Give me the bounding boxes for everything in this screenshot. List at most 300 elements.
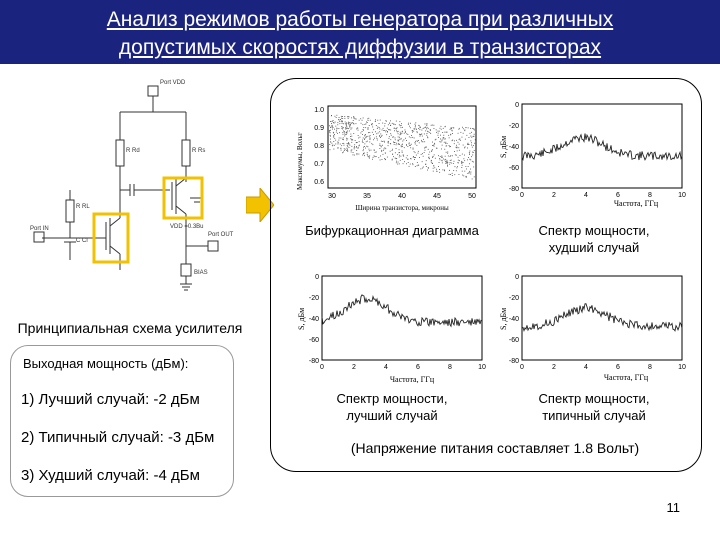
bifurcation-point [471, 156, 472, 157]
bifurcation-point [447, 143, 448, 144]
bifurcation-point [392, 137, 393, 138]
bifurcation-point [423, 141, 424, 142]
bifurcation-point [371, 150, 372, 151]
best-xtick: 2 [352, 364, 356, 371]
bifurcation-point [407, 155, 408, 156]
bifurcation-point [351, 136, 352, 137]
bifurcation-point [380, 134, 381, 135]
bifurcation-point [364, 146, 365, 147]
bifurcation-point [440, 128, 441, 129]
bifurcation-point [399, 155, 400, 156]
bifurcation-point [428, 157, 429, 158]
bifurcation-point [341, 118, 342, 119]
bifurcation-point [349, 147, 350, 148]
bifurcation-point [380, 160, 381, 161]
bifurcation-point [332, 125, 333, 126]
bifurcation-point [399, 149, 400, 150]
bifurcation-point [396, 162, 397, 163]
bifurcation-point [428, 131, 429, 132]
bifurcation-point [416, 128, 417, 129]
bifurcation-point [375, 119, 376, 120]
bifurcation-point [422, 141, 423, 142]
bifurcation-point [455, 166, 456, 167]
bifurcation-point [384, 147, 385, 148]
bifurcation-point [344, 131, 345, 132]
bifurcation-point [384, 141, 385, 142]
bifurcation-point [402, 131, 403, 132]
bifurcation-point [406, 133, 407, 134]
bifurcation-point [350, 124, 351, 125]
bifurcation-point [367, 118, 368, 119]
bifurcation-point [391, 135, 392, 136]
bifurcation-point [451, 160, 452, 161]
bifurcation-point [331, 115, 332, 116]
bifurcation-point [395, 139, 396, 140]
bifurcation-point [373, 134, 374, 135]
spectrum-best-caption-line2: лучший случай [346, 408, 438, 423]
bifurcation-point [406, 157, 407, 158]
bifurcation-point [370, 135, 371, 136]
bifurcation-point [358, 130, 359, 131]
bifurcation-point [392, 160, 393, 161]
bifurcation-point [388, 142, 389, 143]
bifurcation-point [450, 146, 451, 147]
bifurcation-point [364, 124, 365, 125]
bifurcation-point [425, 124, 426, 125]
bifurcation-point [359, 141, 360, 142]
bifurcation-point [468, 157, 469, 158]
bifurcation-point [414, 138, 415, 139]
bifurcation-point [447, 160, 448, 161]
bifurcation-point [374, 155, 375, 156]
bifurcation-point [441, 156, 442, 157]
bifurcation-point [439, 158, 440, 159]
bifurcation-point [344, 136, 345, 137]
bifurcation-point [369, 132, 370, 133]
bifurcation-point [454, 151, 455, 152]
bifurcation-point [468, 172, 469, 173]
bifurcation-point [376, 152, 377, 153]
bifurcation-point [363, 129, 364, 130]
spectrum-typical-caption [496, 390, 692, 424]
bifurcation-point [390, 151, 391, 152]
bifurcation-point [465, 166, 466, 167]
bifurcation-point [350, 127, 351, 128]
bifurcation-point [368, 129, 369, 130]
bifurcation-point [394, 144, 395, 145]
bifurcation-point [438, 137, 439, 138]
bifurcation-point [402, 127, 403, 128]
bifurcation-point [344, 148, 345, 149]
bifurcation-point [341, 121, 342, 122]
bifurcation-point [385, 123, 386, 124]
output-power-worst: 3) Худший случай: -4 дБм [21, 467, 200, 484]
bifurcation-point [336, 132, 337, 133]
label-c-cl: C Cl [76, 238, 88, 244]
bifurcation-point [412, 137, 413, 138]
bifurcation-point [336, 128, 337, 129]
bifurcation-point [434, 166, 435, 167]
bifurcation-point [340, 144, 341, 145]
bifurcation-point [439, 131, 440, 132]
bifurcation-point [459, 139, 460, 140]
bifurcation-point [416, 145, 417, 146]
bifurcation-point [372, 123, 373, 124]
bifurcation-point [441, 129, 442, 130]
bifurcation-point [409, 136, 410, 137]
bifurcation-point [389, 123, 390, 124]
bifurcation-point [334, 145, 335, 146]
bifurcation-point [450, 155, 451, 156]
bifurcation-point [345, 123, 346, 124]
bifurcation-point [409, 166, 410, 167]
bifurcation-point [392, 154, 393, 155]
bifurcation-point [384, 158, 385, 159]
bifurcation-point [399, 121, 400, 122]
bifurcation-point [409, 126, 410, 127]
bifurcation-point [343, 137, 344, 138]
bifurcation-point [351, 139, 352, 140]
bifurcation-point [403, 139, 404, 140]
bifurcation-point [385, 153, 386, 154]
bifurcation-point [446, 163, 447, 164]
bifurcation-point [362, 120, 363, 121]
bifurcation-point [425, 127, 426, 128]
bifurcation-point [363, 147, 364, 148]
bifurcation-point [331, 123, 332, 124]
bifurcation-point [421, 140, 422, 141]
bifurcation-point [356, 147, 357, 148]
bifurcation-point [390, 143, 391, 144]
bifurcation-point [456, 140, 457, 141]
bifurcation-point [423, 139, 424, 140]
bifurcation-point [396, 121, 397, 122]
bifurcation-point [374, 150, 375, 151]
bifurcation-point [364, 155, 365, 156]
bifurcation-point [400, 160, 401, 161]
bifurcation-point [380, 156, 381, 157]
bifurcation-point [344, 150, 345, 151]
bifurcation-xtick: 40 [398, 193, 406, 200]
bifurcation-point [347, 138, 348, 139]
bifurcation-point [470, 128, 471, 129]
bifurcation-point [368, 156, 369, 157]
bifurcation-point [440, 159, 441, 160]
bifurcation-point [441, 160, 442, 161]
best-ytick: -40 [308, 316, 319, 323]
bifurcation-point [358, 138, 359, 139]
bifurcation-point [461, 167, 462, 168]
bifurcation-point [390, 120, 391, 121]
bifurcation-point [361, 123, 362, 124]
bifurcation-point [404, 133, 405, 134]
bifurcation-point [446, 132, 447, 133]
bifurcation-point [347, 145, 348, 146]
bifurcation-point [422, 168, 423, 169]
bifurcation-point [434, 154, 435, 155]
bifurcation-point [330, 139, 331, 140]
bifurcation-point [383, 128, 384, 129]
bifurcation-point [337, 148, 338, 149]
bifurcation-point [415, 125, 416, 126]
bifurcation-point [401, 123, 402, 124]
bifurcation-point [390, 139, 391, 140]
bifurcation-point [456, 145, 457, 146]
bifurcation-point [349, 122, 350, 123]
bifurcation-point [455, 154, 456, 155]
bifurcation-point [403, 155, 404, 156]
bifurcation-point [363, 149, 364, 150]
bifurcation-point [340, 148, 341, 149]
bifurcation-point [469, 152, 470, 153]
bifurcation-point [439, 172, 440, 173]
bifurcation-point [393, 136, 394, 137]
bifurcation-point [402, 146, 403, 147]
bifurcation-point [449, 145, 450, 146]
bifurcation-point [401, 146, 402, 147]
bifurcation-point [348, 123, 349, 124]
bifurcation-point [333, 137, 334, 138]
bifurcation-point [420, 127, 421, 128]
bifurcation-point [432, 157, 433, 158]
bifurcation-point [353, 123, 354, 124]
bifurcation-point [445, 159, 446, 160]
bifurcation-point [418, 151, 419, 152]
bifurcation-point [390, 130, 391, 131]
bifurcation-point [410, 145, 411, 146]
output-power-box [10, 345, 234, 497]
output-power-typical: 2) Типичный случай: -3 дБм [21, 429, 215, 446]
bifurcation-point [465, 139, 466, 140]
bifurcation-point [338, 144, 339, 145]
bifurcation-point [342, 121, 343, 122]
bifurcation-point [356, 123, 357, 124]
bifurcation-point [367, 152, 368, 153]
bifurcation-point [435, 158, 436, 159]
bifurcation-point [369, 149, 370, 150]
bifurcation-point [439, 141, 440, 142]
spectrum-typical-xlabel: Частота, ГГц [603, 373, 649, 382]
bifurcation-point [367, 154, 368, 155]
bifurcation-point [356, 119, 357, 120]
bifurcation-point [330, 136, 331, 137]
bifurcation-point [445, 161, 446, 162]
bifurcation-point [346, 123, 347, 124]
bifurcation-point [417, 132, 418, 133]
bifurcation-point [356, 129, 357, 130]
bifurcation-point [453, 127, 454, 128]
bifurcation-point [429, 152, 430, 153]
bifurcation-point [363, 142, 364, 143]
typical-xtick: 10 [678, 364, 686, 371]
bifurcation-point [351, 142, 352, 143]
bifurcation-point [347, 143, 348, 144]
bifurcation-point [454, 143, 455, 144]
bifurcation-point [436, 169, 437, 170]
spectrum-best-plot [292, 270, 492, 388]
bifurcation-point [332, 129, 333, 130]
bifurcation-point [415, 144, 416, 145]
bifurcation-point [415, 141, 416, 142]
bifurcation-point [373, 157, 374, 158]
bifurcation-point [367, 141, 368, 142]
bifurcation-point [443, 159, 444, 160]
bifurcation-point [348, 118, 349, 119]
bifurcation-point [406, 144, 407, 145]
bifurcation-point [330, 142, 331, 143]
label-port-out: Port OUT [208, 232, 234, 238]
bifurcation-point [364, 138, 365, 139]
bifurcation-point [385, 131, 386, 132]
bifurcation-point [358, 154, 359, 155]
bifurcation-point [384, 130, 385, 131]
bifurcation-point [427, 137, 428, 138]
bifurcation-point [409, 143, 410, 144]
bifurcation-point [411, 135, 412, 136]
bifurcation-point [396, 148, 397, 149]
spectrum-worst-caption-line2: худший случай [548, 240, 640, 255]
label-bias: BIAS [194, 270, 208, 276]
bifurcation-point [458, 157, 459, 158]
spectrum-best-caption [292, 390, 492, 424]
bifurcation-point [356, 146, 357, 147]
bifurcation-point [425, 130, 426, 131]
bifurcation-point [367, 136, 368, 137]
bifurcation-point [469, 137, 470, 138]
bifurcation-caption: Бифуркационная диаграмма [305, 223, 479, 238]
bifurcation-point [452, 127, 453, 128]
bifurcation-point [338, 140, 339, 141]
bifurcation-point [406, 163, 407, 164]
bifurcation-point [362, 131, 363, 132]
bifurcation-point [444, 142, 445, 143]
bifurcation-point [420, 134, 421, 135]
bifurcation-point [330, 121, 331, 122]
bifurcation-point [445, 138, 446, 139]
bifurcation-point [422, 153, 423, 154]
bifurcation-point [382, 141, 383, 142]
bifurcation-point [410, 147, 411, 148]
bifurcation-point [372, 132, 373, 133]
bifurcation-point [364, 139, 365, 140]
bifurcation-point [375, 156, 376, 157]
bifurcation-point [463, 162, 464, 163]
bifurcation-point [462, 175, 463, 176]
bifurcation-point [364, 153, 365, 154]
bifurcation-point [402, 152, 403, 153]
bifurcation-point [362, 134, 363, 135]
bifurcation-point [402, 141, 403, 142]
bifurcation-point [348, 122, 349, 123]
bifurcation-point [450, 129, 451, 130]
bifurcation-point [458, 133, 459, 134]
bifurcation-point [400, 139, 401, 140]
bifurcation-point [459, 160, 460, 161]
bifurcation-point [409, 145, 410, 146]
bifurcation-point [330, 132, 331, 133]
bifurcation-point [427, 133, 428, 134]
bifurcation-point [438, 131, 439, 132]
bifurcation-point [409, 143, 410, 144]
bifurcation-point [387, 157, 388, 158]
bifurcation-point [457, 150, 458, 151]
bifurcation-point [339, 138, 340, 139]
bifurcation-ytick: 0.8 [314, 143, 324, 150]
bifurcation-point [377, 128, 378, 129]
bifurcation-point [422, 161, 423, 162]
bifurcation-point [382, 135, 383, 136]
bifurcation-point [449, 146, 450, 147]
bifurcation-point [381, 146, 382, 147]
bifurcation-point [432, 149, 433, 150]
bifurcation-point [362, 141, 363, 142]
bifurcation-point [469, 151, 470, 152]
bifurcation-point [350, 138, 351, 139]
bifurcation-point [357, 128, 358, 129]
bifurcation-point [447, 132, 448, 133]
bifurcation-point [458, 162, 459, 163]
bifurcation-point [404, 147, 405, 148]
bifurcation-point [354, 148, 355, 149]
bifurcation-point [376, 156, 377, 157]
bifurcation-point [359, 145, 360, 146]
bifurcation-point [346, 125, 347, 126]
bifurcation-point [472, 147, 473, 148]
vdd-port-symbol [148, 86, 158, 96]
bifurcation-point [335, 126, 336, 127]
bifurcation-point [470, 136, 471, 137]
bifurcation-point [405, 138, 406, 139]
spectrum-best-axes [322, 276, 482, 360]
worst-xtick: 6 [616, 192, 620, 199]
slide-title-line2: допустимых скоростях диффузии в транзисторах [118, 36, 602, 59]
bifurcation-point [350, 136, 351, 137]
bifurcation-point [445, 143, 446, 144]
bifurcation-point [463, 175, 464, 176]
bifurcation-point [426, 135, 427, 136]
bifurcation-point [424, 134, 425, 135]
bifurcation-point [349, 126, 350, 127]
bifurcation-point [395, 128, 396, 129]
bifurcation-point [431, 162, 432, 163]
bifurcation-point [343, 127, 344, 128]
bifurcation-point [376, 136, 377, 137]
bifurcation-point [374, 138, 375, 139]
bifurcation-point [450, 134, 451, 135]
spectrum-typical-caption-line1: Спектр мощности, [538, 391, 650, 406]
bifurcation-point [347, 128, 348, 129]
bifurcation-point [408, 123, 409, 124]
bifurcation-point [354, 144, 355, 145]
bifurcation-point [351, 117, 352, 118]
bifurcation-point [390, 125, 391, 126]
bifurcation-point [337, 122, 338, 123]
bifurcation-point [379, 135, 380, 136]
bifurcation-point [346, 134, 347, 135]
bifurcation-point [335, 116, 336, 117]
bifurcation-point [377, 127, 378, 128]
bifurcation-point [438, 133, 439, 134]
bifurcation-point [428, 167, 429, 168]
spectrum-typical-ylabel: S, дБм [499, 307, 508, 330]
bifurcation-point [415, 142, 416, 143]
bifurcation-point [347, 131, 348, 132]
bifurcation-point [456, 147, 457, 148]
bifurcation-point [397, 154, 398, 155]
typical-xtick: 0 [520, 364, 524, 371]
bifurcation-point [430, 129, 431, 130]
bifurcation-point [402, 151, 403, 152]
